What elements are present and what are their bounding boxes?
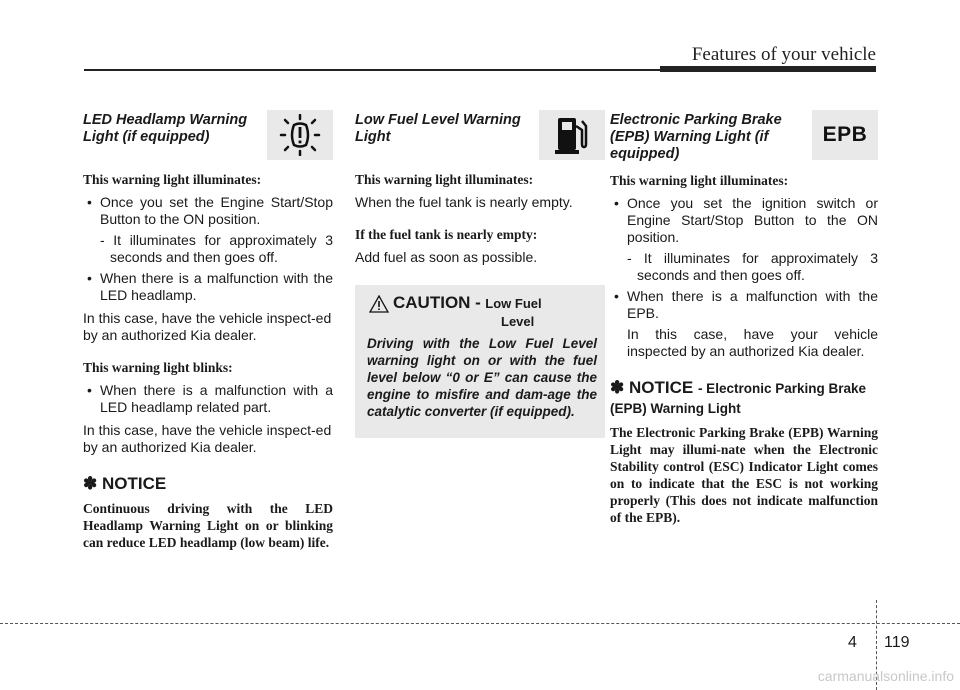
bullet-text: Once you set the Engine Start/Stop Button to the ON position. [100,194,333,227]
header-rule-thick [660,66,876,72]
list-item [610,195,878,284]
empty-heading: If the fuel tank is nearly empty: [355,227,538,242]
body-text: Add fuel as soon as possible. [355,249,538,265]
bullet-text: When there is a malfunction with the EPB. [627,288,878,321]
page-number: 119 [884,634,910,651]
illuminates-heading: This warning light illuminates: [83,172,262,187]
column-low-fuel [355,110,605,270]
watermark: carmanualsonline.info [817,668,954,684]
list-item: • When there is a malfunction with the LED headlamp. [83,270,333,304]
section-title: Electronic Parking Brake (EPB) Warning Light (if equipped) [610,112,782,162]
caution-heading [367,293,597,329]
icon-box [267,110,333,160]
caution-subtitle-line2: Level [501,314,535,329]
page-header-title: Features of your vehicle [691,44,876,65]
bullet-list [610,195,878,360]
notice-subtitle: - Electronic Parking Brake (EPB) Warning Light [610,381,867,416]
section-title: Low Fuel Level Warning Light [355,112,521,145]
bullet-list [83,194,333,304]
blinks-heading: This warning light blinks: [83,360,233,375]
led-headlamp-warning-icon [277,114,323,156]
body-text: When the fuel tank is nearly empty. [355,194,573,210]
list-item [83,194,333,266]
section-header [83,110,333,162]
warning-triangle-icon [369,295,389,313]
list-item: • When there is a malfunction with a LED headlamp related part. [83,382,333,416]
illuminates-heading: This warning light illuminates: [610,173,789,188]
caution-subtitle: Low Fuel [485,296,542,311]
section-header [610,110,878,163]
list-item [610,288,878,360]
column-epb [610,110,878,526]
bullet-list [83,382,333,416]
icon-box [539,110,605,160]
sub-item: - It illuminates for approximately 3 seconds and then goes off. [627,250,878,283]
icon-box [812,110,878,160]
bullet-text: Once you set the ignition switch or Engine Start/Stop Button to the ON position. [627,195,878,245]
body-text: In this case, have the vehicle inspect-ed by an authorized Kia dealer. [83,422,332,455]
chapter-number: 4 [848,634,857,651]
caution-box [355,285,605,438]
sub-item: - It illuminates for approximately 3 seconds and then goes off. [100,232,333,265]
notice-title: ✽ NOTICE [83,474,167,493]
notice-label: ✽ NOTICE [610,378,694,397]
section-title: LED Headlamp Warning Light (if equipped) [83,112,248,145]
section-header [355,110,605,162]
footer-rule [0,623,960,624]
notice-title [610,378,878,418]
caution-body: Driving with the Low Fuel Level warning light on or with the fuel level below “0 or E” can cause the engine to misfire and dam-age the catalytic converter (if equipped). [367,336,597,419]
caution-word: CAUTION - [393,293,481,312]
notice-body: The Electronic Parking Brake (EPB) Warning Light may illumi-nate when the Electronic Stability control (ESC) Indicator Light comes on to indicate that the ESC is not working properly (This does not indicate malfunction of the EPB). [610,425,878,525]
illuminates-heading: This warning light illuminates: [355,172,534,187]
column-led-headlamp [83,110,333,551]
body-text: In this case, have the vehicle inspect-ed by an authorized Kia dealer. [83,310,332,343]
fuel-pump-icon [552,114,592,156]
epb-icon-label: EPB [822,123,868,146]
bullet-follow-text: In this case, have your vehicle inspected by an authorized Kia dealer. [627,326,878,359]
notice-body: Continuous driving with the LED Headlamp Warning Light on or blinking can reduce LED headlamp (low beam) life. [83,501,333,550]
